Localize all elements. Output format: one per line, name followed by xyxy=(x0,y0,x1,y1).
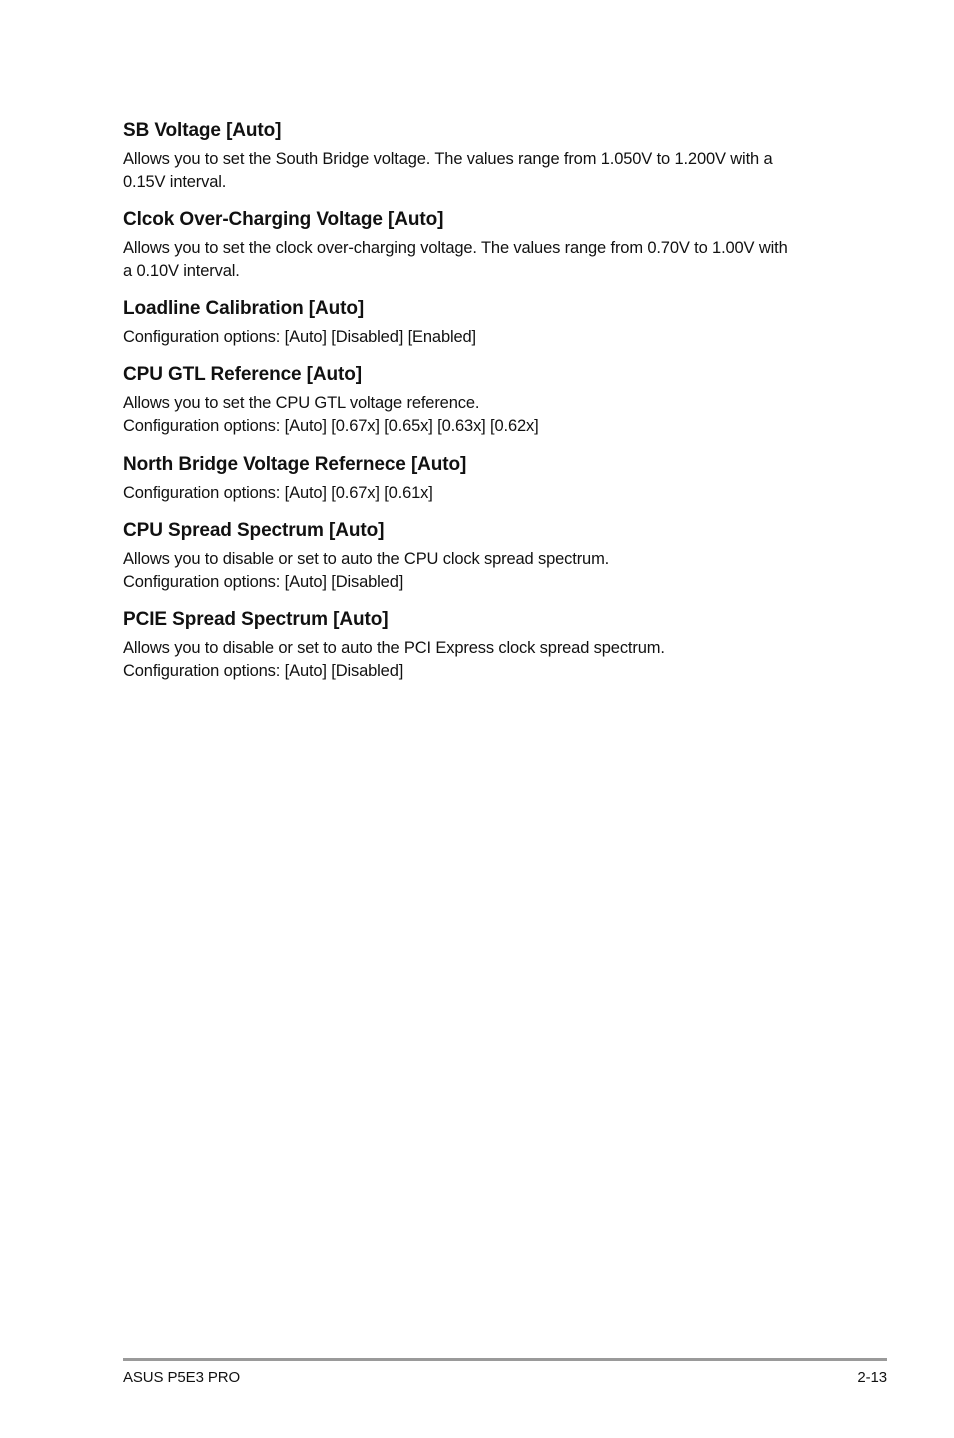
footer-product-name: ASUS P5E3 PRO xyxy=(123,1369,241,1386)
description-line: Configuration options: [Auto] [Disabled] [Enabled] xyxy=(123,328,476,346)
description-line: Configuration options: [Auto] [0.67x] [0.61x] xyxy=(123,484,433,502)
section-heading: CPU GTL Reference [Auto] xyxy=(123,364,362,385)
description-line: Allows you to disable or set to auto the CPU clock spread spectrum. xyxy=(123,550,610,568)
section-clock-over-charging-voltage xyxy=(123,208,843,283)
description-line: Allows you to disable or set to auto the PCI Express clock spread spectrum. xyxy=(123,639,665,657)
description-line: Configuration options: [Auto] [0.67x] [0.65x] [0.63x] [0.62x] xyxy=(123,417,539,435)
section-heading: CPU Spread Spectrum [Auto] xyxy=(123,520,385,541)
section-cpu-gtl-reference xyxy=(123,363,843,438)
section-description xyxy=(123,237,843,283)
section-description xyxy=(123,548,843,594)
description-line: Allows you to set the clock over-charging voltage. The values range from 0.70V to 1.00V with xyxy=(123,239,788,257)
section-heading: PCIE Spread Spectrum [Auto] xyxy=(123,609,389,630)
footer-page-number: 2-13 xyxy=(857,1369,887,1386)
section-cpu-spread-spectrum xyxy=(123,519,843,594)
description-line: 0.15V interval. xyxy=(123,173,227,191)
description-line: Configuration options: [Auto] [Disabled] xyxy=(123,662,404,680)
description-line: Allows you to set the CPU GTL voltage reference. xyxy=(123,394,480,412)
section-sb-voltage xyxy=(123,119,843,194)
section-heading: SB Voltage [Auto] xyxy=(123,120,282,141)
section-heading: Clcok Over-Charging Voltage [Auto] xyxy=(123,209,444,230)
section-description xyxy=(123,637,843,683)
section-description xyxy=(123,482,843,505)
page-footer xyxy=(123,1358,887,1388)
section-pcie-spread-spectrum xyxy=(123,608,843,683)
section-description xyxy=(123,392,843,438)
section-north-bridge-voltage-reference xyxy=(123,453,843,505)
footer-row xyxy=(123,1368,887,1388)
description-line: Allows you to set the South Bridge voltage. The values range from 1.050V to 1.200V with a xyxy=(123,150,773,168)
section-description xyxy=(123,326,843,349)
description-line: Configuration options: [Auto] [Disabled] xyxy=(123,573,404,591)
section-description xyxy=(123,148,843,194)
section-heading: Loadline Calibration [Auto] xyxy=(123,298,365,319)
description-line: a 0.10V interval. xyxy=(123,262,240,280)
section-heading: North Bridge Voltage Refernece [Auto] xyxy=(123,454,467,475)
footer-divider xyxy=(123,1358,887,1361)
section-loadline-calibration xyxy=(123,297,843,349)
